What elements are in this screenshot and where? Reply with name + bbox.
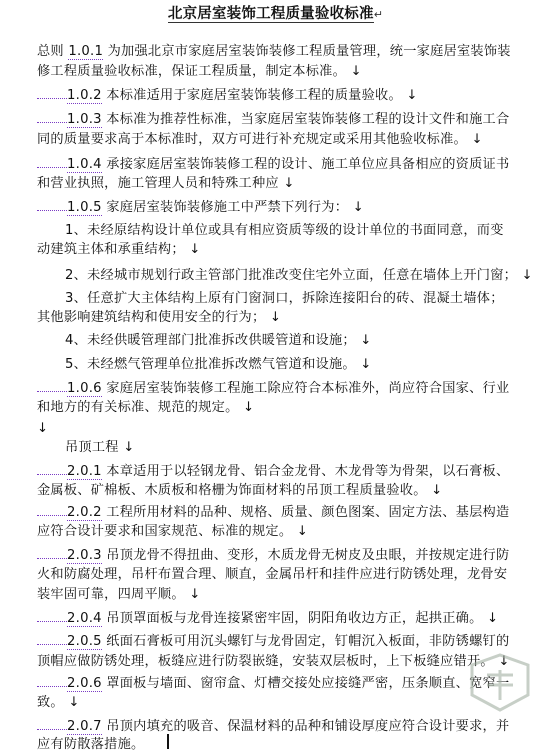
clause-number: 2.0.1: [67, 464, 102, 479]
paragraph-mark-icon: ↵: [373, 8, 384, 21]
text-line: [37, 676, 509, 692]
watermark-logo-icon: [452, 650, 548, 740]
line-text: 其他影响建筑结构和使用安全的行为； ↓: [37, 310, 282, 325]
indent-leader: [37, 167, 67, 168]
indent-leader: [37, 474, 67, 475]
text-line: [37, 737, 145, 753]
line-text: 4、未经供暖管理部门批准拆改供暖管道和设施； ↓: [65, 333, 372, 348]
text-line: [37, 88, 418, 104]
clause-number: 2.0.7: [67, 719, 102, 734]
clause-number: 1.0.6: [67, 381, 102, 396]
line-text: 罩面板与墙面、窗帘盒、灯槽交接处应接缝严密，压条顺直、宽窄一: [101, 676, 510, 691]
indent-leader: [37, 621, 67, 622]
text-line: [37, 310, 281, 326]
text-line: [37, 483, 442, 499]
clause-number: 2.0.6: [67, 676, 102, 691]
clause-number: 2.0.3: [67, 548, 102, 563]
clause-number: 2.0.2: [67, 505, 102, 520]
text-line: [37, 654, 510, 670]
clause-number: 1.0.4: [67, 157, 102, 172]
indent-leader: [37, 391, 67, 392]
line-text: 家庭居室装饰装修工程施工除应符合本标准外，尚应符合国家、行业: [101, 381, 510, 396]
line-text: 1、未经原结构设计单位或具有相应资质等级的设计单位的书面同意，而变: [65, 223, 504, 238]
line-text: 本章适用于以轻钢龙骨、铝合金龙骨、木龙骨等为骨架，以石膏板、: [101, 464, 510, 479]
text-line: [37, 505, 509, 521]
title-text: 北京居室装饰工程质量验收标准: [167, 6, 374, 22]
text-line: [37, 291, 504, 307]
clause-number: 1.0.5: [67, 200, 102, 215]
line-text: 本标准适用于家庭居室装饰装修工程的质量验收。 ↓: [101, 88, 418, 103]
line-text: 装牢固可靠，四周平顺。 ↓: [37, 587, 201, 602]
line-text: 动建筑主体和承重结构； ↓: [37, 242, 201, 257]
line-text: 火和防腐处理，吊杆布置合理、顺直，金属吊杆和挂件应进行防锈处理，龙骨安: [37, 567, 508, 582]
line-text: 家庭居室装饰装修施工中严禁下列行为： ↓: [101, 200, 364, 215]
text-line: [37, 64, 362, 80]
indent-leader: [37, 515, 67, 516]
line-text: ↓: [37, 421, 49, 436]
clause-number: 1.0.1: [68, 44, 104, 59]
text-line: [37, 200, 364, 216]
line-prefix: 总则: [37, 44, 69, 59]
line-text: 致。 ↓: [37, 695, 80, 710]
text-line: [37, 611, 498, 627]
text-line: [37, 695, 80, 711]
indent-leader: [37, 98, 67, 99]
clause-number: 2.0.5: [67, 634, 102, 649]
line-text: 应符合设计要求和国家规范、标准的规定。 ↓: [37, 524, 309, 539]
line-text: 为加强北京市家庭居室装饰装修工程质量管理，统一家庭居室装饰装: [103, 44, 511, 59]
line-text: 吊顶罩面板与龙骨连接紧密牢固，阴阳角收边方正，起拱正确。 ↓: [101, 611, 499, 626]
text-line: [37, 719, 509, 735]
text-line: [37, 548, 509, 564]
text-line: [37, 567, 507, 583]
text-line: [37, 157, 509, 173]
document-title: [0, 2, 551, 23]
indent-leader: [37, 558, 67, 559]
text-line: [37, 357, 372, 373]
text-line: [37, 268, 533, 284]
text-cursor: [167, 734, 169, 749]
line-text: 顶帽应做防锈处理，板缝应进行防裂嵌缝，安装双层板时，上下板缝应错开。 ↓: [37, 654, 510, 669]
line-text: 本标准为推荐性标准，当家庭居室装饰装修工程的设计文件和施工合: [101, 112, 510, 127]
text-line: [37, 132, 483, 148]
line-text: 2、未经城市规划行政主管部门批准改变住宅外立面，任意在墙体上开门窗； ↓: [65, 268, 533, 283]
line-text: 吊顶龙骨不得扭曲、变形，木质龙骨无树皮及虫眼，并按规定进行防: [101, 548, 510, 563]
indent-leader: [37, 729, 67, 730]
text-line: [37, 440, 135, 456]
text-line: [37, 242, 201, 258]
line-text: 应有防散落措施。: [37, 737, 145, 752]
line-text: 纸面石膏板可用沉头螺钉与龙骨固定，钉帽沉入板面，非防锈螺钉的: [101, 634, 510, 649]
text-line: [37, 524, 308, 540]
text-line: [37, 333, 372, 349]
text-line: [37, 421, 48, 437]
line-text: 吊顶内填充的吸音、保温材料的品种和铺设厚度应符合设计要求，并: [101, 719, 510, 734]
clause-number: 2.0.4: [67, 611, 102, 626]
line-text: 同的质量要求高于本标准时，双方可进行补充规定或采用其他验收标准。 ↓: [37, 132, 483, 147]
text-line: [37, 381, 509, 397]
text-line: [37, 464, 509, 480]
line-text: 修工程质量验收标准，保证工程质量，制定本标准。 ↓: [37, 64, 362, 79]
line-text: 和地方的有关标准、规范的规定。 ↓: [37, 400, 255, 415]
line-text: 金属板、矿棉板、木质板和格栅为饰面材料的吊顶工程质量验收。 ↓: [37, 483, 443, 498]
line-text: 承接家庭居室装饰装修工程的设计、施工单位应具备相应的资质证书: [101, 157, 510, 172]
text-line: [37, 587, 201, 603]
indent-leader: [37, 122, 67, 123]
line-text: 吊顶工程 ↓: [65, 440, 135, 455]
indent-leader: [37, 210, 67, 211]
line-text: 和营业执照，施工管理人员和特殊工种应 ↓: [37, 176, 295, 191]
text-line: [37, 400, 254, 416]
text-line: [37, 112, 509, 128]
indent-leader: [37, 644, 67, 645]
text-line: [37, 176, 295, 192]
line-text: 工程所用材料的品种、规格、质量、颜色图案、固定方法、基层构造: [101, 505, 510, 520]
line-text: 5、未经燃气管理单位批准拆改燃气管道和设施。 ↓: [65, 357, 372, 372]
text-line: [37, 634, 509, 650]
text-line: [37, 223, 504, 239]
line-text: 3、任意扩大主体结构上原有门窗洞口，拆除连接阳台的砖、混凝土墙体；: [65, 291, 504, 306]
indent-leader: [37, 686, 67, 687]
clause-number: 1.0.2: [67, 88, 102, 103]
text-line: [37, 44, 511, 60]
clause-number: 1.0.3: [67, 112, 102, 127]
